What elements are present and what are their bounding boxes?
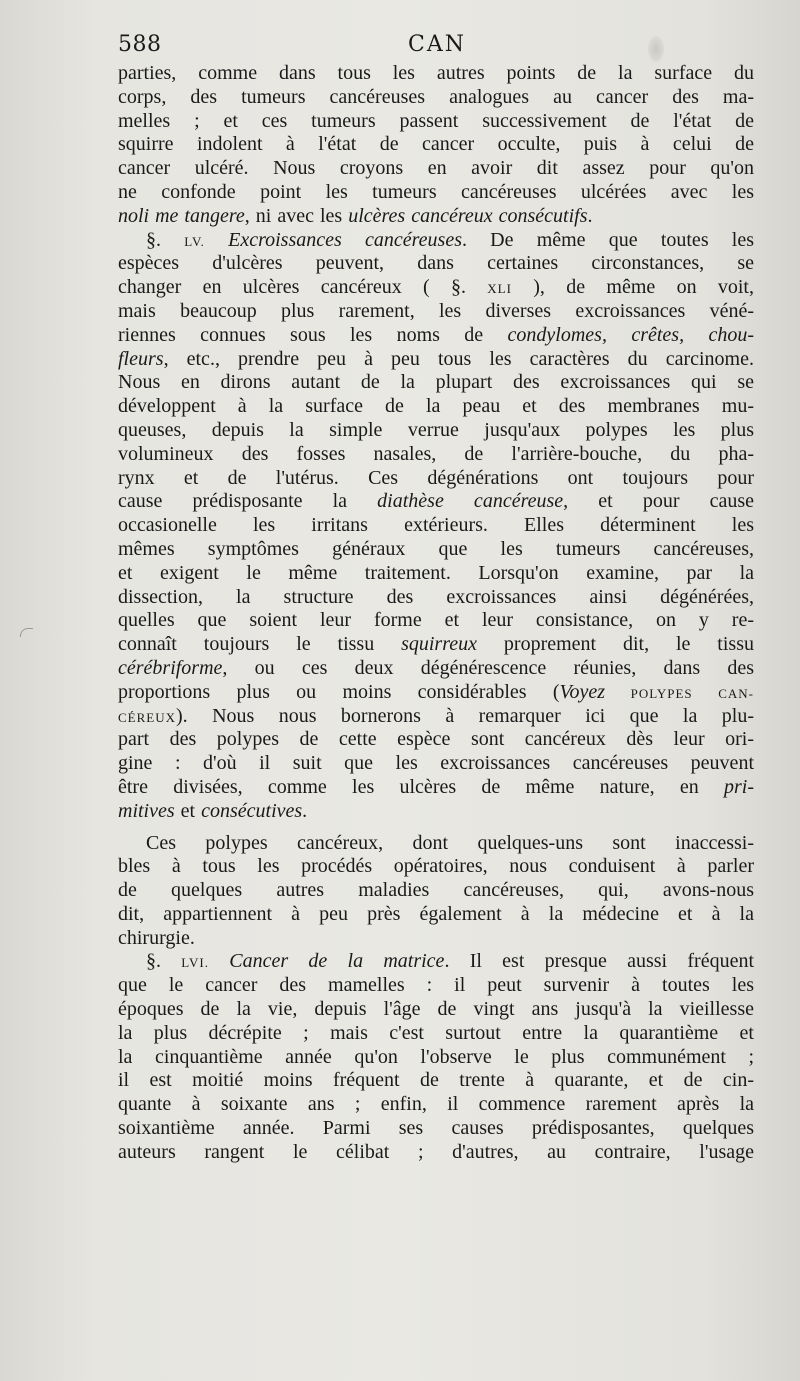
page-header [118, 32, 756, 62]
text-span: , etc., prendre peu à peu tous les caractères du carcinome. [163, 347, 754, 370]
section-ref: XLI [487, 281, 512, 297]
italic-term: cérébriforme [118, 656, 223, 679]
text-line [118, 705, 754, 729]
section-sign: §. [146, 950, 182, 973]
text-line [118, 681, 754, 705]
text-line: bles à tous les procédés opératoires, nous conduisent à parler [118, 855, 754, 878]
italic-term: mitives [118, 799, 175, 822]
text-line: Ces polypes cancéreux, dont quelques-uns sont inaccessi- [146, 831, 754, 854]
section-number: LVI. [181, 955, 209, 971]
text-line: part des polypes de cette espèce sont cancéreux dès leur ori- [118, 728, 754, 751]
text-span: . [302, 799, 308, 822]
text-line: melles ; et ces tumeurs passent successivement de l'état de [118, 109, 754, 132]
text-span: changer en ulcères cancéreux ( §. [118, 276, 488, 299]
text-span: riennes connues sous les noms de [118, 323, 508, 346]
text-line [118, 657, 754, 681]
text-line [118, 800, 754, 824]
paragraph-gap [118, 824, 754, 832]
text-line: squirre indolent à l'état de cancer occulte, puis à celui de [118, 133, 754, 156]
italic-term: fleurs [118, 347, 164, 370]
text-line: quante à soixante ans ; enfin, il commence rarement après la [118, 1093, 754, 1116]
text-line: quelles que soient leur forme et leur consistance, on y re- [118, 609, 754, 632]
text-span: , et pour cause [563, 490, 755, 513]
text-line: corps, des tumeurs cancéreuses analogues au cancer des ma- [118, 85, 754, 108]
section-heading-line [118, 229, 754, 253]
text-line: volumineux des fosses nasales, de l'arrière-bouche, du pha- [118, 442, 754, 465]
text-line: la plus décrépite ; mais c'est surtout entre la quarantième et [118, 1021, 754, 1044]
text-line: chirurgie. [118, 926, 195, 949]
text-line [118, 633, 754, 657]
text-span: proprement dit, le tissu [477, 633, 754, 656]
section-title: Excroissances cancéreuses [204, 228, 462, 251]
text-line: rynx et de l'utérus. Ces dégénérations ont toujours pour [118, 466, 754, 489]
italic-term: diathèse cancéreuse [377, 490, 564, 513]
text-line [118, 324, 754, 348]
text-line: espèces d'ulcères peuvent, dans certaines circonstances, se [118, 252, 754, 275]
text-span: ). Nous nous bornerons à remarquer ici que la plu- [176, 704, 754, 727]
text-line: soixantième année. Parmi ses causes prédisposantes, quelques [118, 1117, 754, 1140]
section-title: Cancer de la matrice [208, 950, 445, 973]
text-line: parties, comme dans tous les autres points de la surface du [118, 62, 754, 84]
text-line: auteurs rangent le célibat ; d'autres, au contraire, l'usage [118, 1140, 754, 1163]
text-span: . De même que toutes les [461, 228, 755, 251]
running-head: CAN [408, 32, 466, 57]
text-line: et exigent le même traitement. Lorsqu'on examine, par la [118, 561, 754, 584]
text-line: occasionelle les irritans extérieurs. Elles déterminent les [118, 514, 754, 537]
text-line: mais beaucoup plus rarement, les diverses excroissances véné- [118, 299, 754, 322]
text-line: ne confonde point les tumeurs cancéreuses ulcérées avec les [118, 180, 754, 203]
body-text [118, 62, 754, 1165]
text-line: développent à la surface de la peau et des membranes mu- [118, 395, 754, 418]
italic-term: pri- [724, 775, 754, 798]
section-number: LV. [184, 233, 205, 249]
margin-mark [20, 628, 33, 637]
text-line: dit, appartiennent à peu près également à la médecine et à la [118, 902, 754, 925]
section-sign: §. [146, 228, 185, 251]
italic-term: Voyez [559, 680, 606, 703]
text-line: queuses, depuis la simple verrue jusqu'aux polypes les plus [118, 418, 754, 441]
cross-reference: POLYPES CAN- [605, 685, 755, 701]
text-line: époques de la vie, depuis l'âge de vingt ans jusqu'à la vieillesse [118, 998, 754, 1021]
text-line: dissection, la structure des excroissances ainsi dégénérées, [118, 585, 754, 608]
text-line [118, 348, 754, 372]
text-line: cancer ulcéré. Nous croyons en avoir dit assez pour qu'on [118, 157, 754, 180]
text-line: de quelques autres maladies cancéreuses, qui, avons-nous [118, 879, 754, 902]
text-line: mêmes symptômes généraux que les tumeurs cancéreuses, [118, 537, 754, 560]
text-span: proportions plus ou moins considérables ( [118, 680, 560, 703]
text-span: , ni avec les [244, 204, 349, 227]
text-span: , ou ces deux dégénérescence réunies, dans des [222, 656, 754, 679]
text-span: . [587, 204, 593, 227]
text-span: cause prédisposante la [118, 490, 378, 513]
text-line [118, 276, 754, 300]
text-line [118, 205, 754, 229]
text-span: . Il est presque aussi fréquent [444, 950, 755, 973]
section-heading-line [118, 950, 754, 974]
text-span: être divisées, comme les ulcères de même nature, en [118, 775, 724, 798]
page-number: 588 [118, 32, 162, 57]
text-line: il est moitié moins fréquent de trente à quarante, et de cin- [118, 1069, 754, 1092]
italic-term: ulcères cancéreux consécutifs [348, 204, 588, 227]
italic-term: condylomes, crêtes, chou- [507, 323, 754, 346]
text-line: Nous en dirons autant de la plupart des excroissances qui se [118, 371, 754, 394]
text-line: gine : d'où il suit que les excroissances cancéreuses peuvent [118, 752, 754, 775]
text-span: et [174, 799, 202, 822]
text-line [118, 490, 754, 514]
text-line: la cinquantième année qu'on l'observe le plus communément ; [118, 1045, 754, 1068]
text-span: connaît toujours le tissu [118, 633, 402, 656]
text-line [118, 776, 754, 800]
italic-term: consécutives [201, 799, 303, 822]
cross-reference: CÉREUX [118, 709, 176, 725]
italic-term: noli me tangere [118, 204, 245, 227]
text-line: que le cancer des mamelles : il peut survenir à toutes les [118, 974, 754, 997]
italic-term: squirreux [401, 633, 478, 656]
text-span: ), de même on voit, [511, 276, 754, 299]
